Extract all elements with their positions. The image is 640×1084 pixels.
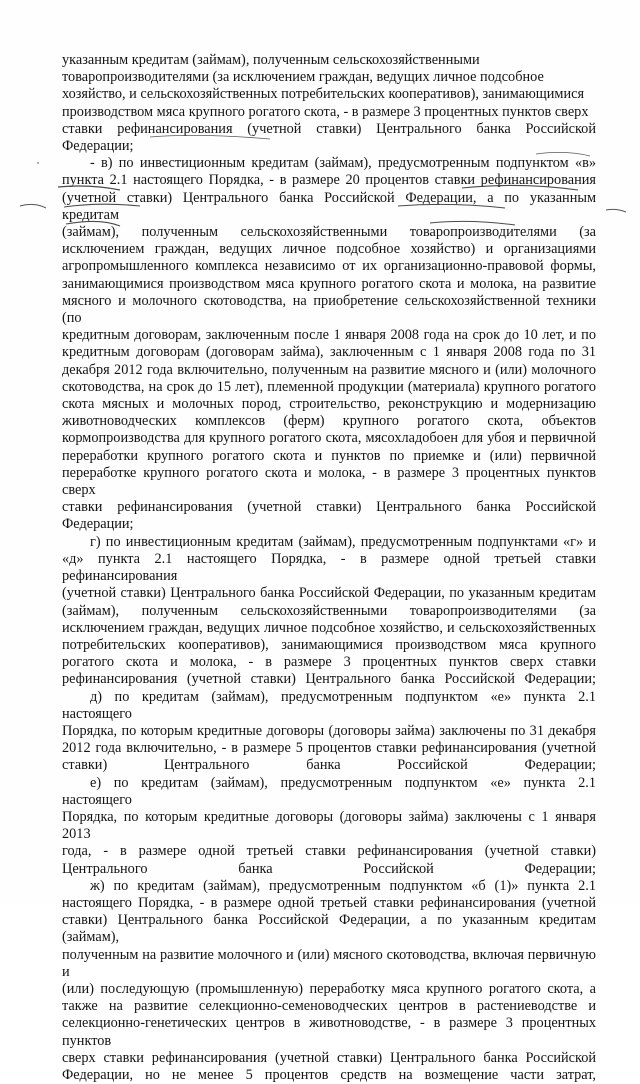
line: д) по кредитам (займам), предусмотренным подпунктом «е» пункта 2.1 настоящего — [62, 688, 596, 722]
line: селекционно-генетических центров в животноводстве, - в размере 3 процентных пунктов — [62, 1015, 596, 1049]
line: рогатого скота и молока, - в размере 3 процентных пунктов сверх ставки — [62, 654, 596, 671]
line: г) по инвестиционным кредитам (займам), предусмотренным подпунктами «г» и — [90, 533, 596, 550]
line: указанным кредитам (займам), полученным сельскохозяйственными — [62, 52, 480, 68]
line: пункта 2.1 настоящего Порядка, - в размере 20 процентов ставки рефинансирования — [62, 172, 596, 189]
scan-speck — [37, 162, 39, 164]
line: ставки) Центрального банка Российской Федерации, а по указанным кредитам (займам), — [62, 912, 596, 946]
line: настоящего Порядка, - в размере одной третьей ставки рефинансирования (учетной — [62, 894, 596, 911]
line: товаропроизводителями (за исключением граждан, ведущих личное подсобное — [62, 69, 544, 86]
line: «д» пункта 2.1 настоящего Порядка, - в размере одной третьей ставки рефинансирования — [62, 550, 596, 585]
paragraph-1 — [62, 52, 596, 155]
document-body — [62, 52, 596, 1084]
line: производством мяса крупного рогатого скота, - в размере 3 процентных пунктов сверх — [62, 103, 589, 120]
pen-stroke-mark — [20, 204, 46, 208]
line: ставки рефинансирования (учетной ставки) Центрального банка Российской Федерации; — [62, 499, 596, 533]
line: е) по кредитам (займам), предусмотренным подпунктом «е» пункта 2.1 настоящего — [62, 774, 596, 808]
line: полученным на развитие молочного и (или) мясного скотоводства, включая первичную и — [62, 946, 596, 980]
line: также на развитие селекционно-семеноводческих центров в растениеводстве и — [62, 998, 596, 1015]
line: кормопроизводства для крупного рогатого скота, мясохладобоен для убоя и первичной — [62, 430, 596, 447]
paragraph-5-item-e — [62, 775, 596, 878]
line: агропромышленного комплекса независимо от их организационно-правовой формы, — [62, 258, 596, 275]
paragraph-3-item-g — [62, 534, 596, 689]
line: сверх ставки рефинансирования (учетной ставки) Центрального банка Российской — [62, 1049, 596, 1066]
line: (или) последующую (промышленную) переработку мяса крупного рогатого скота, а — [62, 980, 596, 997]
line: занимающимися производством мяса крупного рогатого скота и молока, на развитие — [62, 275, 596, 292]
line: кредитным договорам, заключенным после 1 января 2008 года на срок до 10 лет, и по — [62, 327, 596, 344]
line: кредитным договорам (договорам займа), заключенным с 1 января 2008 года по 31 — [62, 344, 596, 361]
line: - в) по инвестиционным кредитам (займам), предусмотренным подпунктом «в» — [90, 155, 596, 172]
line: мясного и молочного скотоводства, на приобретение сельскохозяйственной техники (по — [62, 292, 596, 327]
line: хозяйство, и сельскохозяйственных потребительских кооперативов), занимающимися — [62, 86, 585, 103]
line: скота мясных и молочных пород, строительство, реконструкцию и модернизацию — [62, 396, 596, 413]
line: переработки крупного рогатого скота и пунктов по приемке и (или) первичной — [62, 447, 596, 464]
line: исключением граждан, ведущих личное подсобное хозяйство) и организациями — [62, 241, 596, 258]
line: потребительских кооперативов), занимающимися производством мяса крупного — [62, 636, 596, 653]
line: исключением граждан, ведущих личное подсобное хозяйство, и сельскохозяйственных — [62, 619, 596, 636]
line: Порядка, по которым кредитные договоры (договоры займа) заключены с 1 января 2013 — [62, 808, 596, 843]
line: (займам), полученным сельскохозяйственными товаропроизводителями (за — [62, 224, 596, 241]
line: (учетной ставки) Центрального банка Российской Федерации, а по указанным кредитам — [62, 189, 596, 223]
line: ставки) Центрального банка Российской Федерации; — [62, 757, 596, 774]
line: Порядка, по которым кредитные договоры (договоры займа) заключены по 31 декабря — [62, 722, 596, 739]
paragraph-2-item-v — [62, 155, 596, 533]
line: переработке крупного рогатого скота и молока, - в размере 3 процентных пунктов сверх — [62, 464, 596, 499]
line: ж) по кредитам (займам), предусмотренным подпунктом «б (1)» пункта 2.1 — [90, 877, 596, 894]
paragraph-4-item-d — [62, 689, 596, 775]
line: (учетной ставки) Центрального банка Российской Федерации, по указанным кредитам — [62, 585, 596, 602]
line: года, - в размере одной третьей ставки рефинансирования (учетной ставки) — [62, 843, 596, 860]
line: (займам), полученным сельскохозяйственными товаропроизводителями (за — [62, 602, 596, 619]
pen-stroke-mark — [606, 209, 626, 212]
line: Центрального банка Российской Федерации; — [62, 860, 596, 877]
line: 2012 года включительно, - в размере 5 процентов ставки рефинансирования (учетной — [62, 740, 596, 757]
line: Федерации, но не менее 5 процентов средств на возмещение части затрат, — [62, 1066, 596, 1083]
line: рефинансирования (учетной ставки) Центрального банка Российской Федерации; — [62, 671, 596, 688]
paragraph-6-item-zh — [62, 878, 596, 1084]
line: скотоводства, на срок до 15 лет), племенной продукции (материала) крупного рогатого — [62, 378, 596, 395]
line: декабря 2012 года включительно, полученным на развитие мясного и (или) молочного — [62, 361, 596, 378]
line: ставки рефинансирования (учетной ставки) Центрального банка Российской Федерации; — [62, 120, 596, 155]
line: животноводческих комплексов (ферм) крупного рогатого скота, объектов — [62, 413, 596, 430]
